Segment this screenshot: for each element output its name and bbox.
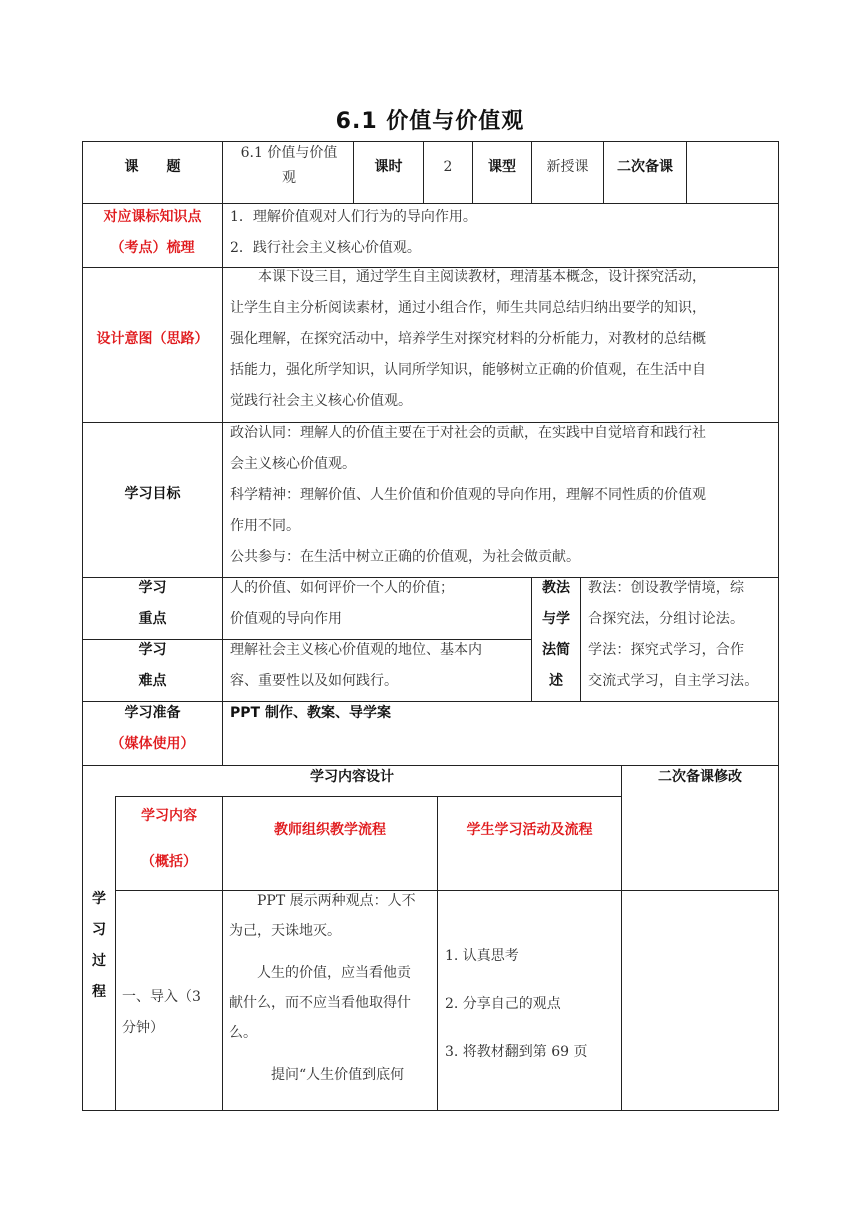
design-text xyxy=(230,262,776,417)
row1-teacher-line: 么。 xyxy=(229,1025,257,1041)
method-label-part: 教法 xyxy=(542,580,570,596)
col-student-header: 学生学习活动及流程 xyxy=(466,822,593,838)
row1-teacher-line: 为己，天诛地灭。 xyxy=(229,923,341,939)
method-label xyxy=(532,573,580,697)
design-label: 设计意图（思路） xyxy=(96,331,209,347)
standards-item: 1．理解价值观对人们行为的导向作用。 xyxy=(230,209,477,225)
prep-label-line1: 学习准备 xyxy=(124,705,181,721)
row1-teacher-line: 提问“人生价值到底何 xyxy=(271,1067,405,1083)
col-teacher-header: 教师组织教学流程 xyxy=(274,822,386,838)
row1-student-item: 1. 认真思考 xyxy=(445,948,519,964)
difficulty-label xyxy=(83,635,222,697)
standards-item: 2．践行社会主义核心价值观。 xyxy=(230,240,421,256)
page-title: 6.1 价值与价值观 xyxy=(335,109,525,134)
design-line: 强化理解，在探究活动中，培养学生对探究材料的分析能力，对教材的总结概 xyxy=(230,331,706,347)
revision-heading: 二次备课修改 xyxy=(658,769,742,785)
design-line: 本课下设三目，通过学生自主阅读教材，理清基本概念，设计探究活动， xyxy=(258,269,706,285)
row1-teacher-line: 献什么，而不应当看他取得什 xyxy=(229,995,411,1011)
focus-label xyxy=(83,573,222,635)
row1-student-item: 2. 分享自己的观点 xyxy=(445,996,561,1012)
difficulty-line: 容、重要性以及如何践行。 xyxy=(230,673,398,689)
row1-student-item: 3. 将教材翻到第 69 页 xyxy=(445,1044,588,1060)
method-line: 教法：创设教学情境，综 xyxy=(588,580,745,596)
goals-line: 作用不同。 xyxy=(230,518,300,534)
goals-label: 学习目标 xyxy=(124,486,181,502)
erci-label: 二次备课 xyxy=(617,159,673,175)
keti-value-line1: 6.1 价值与价值 xyxy=(240,145,338,161)
design-line: 括能力，强化所学知识，认同所学知识，能够树立正确的价值观，在生活中自 xyxy=(230,362,706,378)
design-line: 觉践行社会主义核心价值观。 xyxy=(230,393,412,409)
prep-value: PPT 制作、教案、导学案 xyxy=(230,705,391,721)
focus-line: 人的价值、如何评价一个人的价值； xyxy=(230,580,454,596)
focus-label-line2: 重点 xyxy=(138,611,167,627)
col-content-header xyxy=(116,793,222,885)
row1-teacher xyxy=(229,886,435,1090)
goals-line: 会主义核心价值观。 xyxy=(230,456,356,472)
process-char: 过 xyxy=(92,953,106,969)
focus-line: 价值观的导向作用 xyxy=(230,611,342,627)
row1-content-line1: 一、导入（3 xyxy=(122,989,201,1005)
method-line: 交流式学习，自主学习法。 xyxy=(588,673,759,689)
col-content-line2: （概括） xyxy=(141,854,197,870)
method-label-part: 与学 xyxy=(542,611,570,627)
design-line: 让学生自主分析阅读素材，通过小组合作，师生共同总结归纳出要学的知识， xyxy=(230,300,706,316)
goals-line: 公共参与：在生活中树立正确的价值观，为社会做贡献。 xyxy=(230,549,580,565)
focus-text xyxy=(230,573,530,635)
process-char: 程 xyxy=(92,984,106,1000)
goals-line: 政治认同：理解人的价值主要在于对社会的贡献，在实践中自觉培育和践行社 xyxy=(230,425,706,441)
goals-line: 科学精神：理解价值、人生价值和价值观的导向作用，理解不同性质的价值观 xyxy=(230,487,706,503)
prep-label xyxy=(83,698,222,760)
standards-list xyxy=(230,202,775,264)
difficulty-label-line1: 学习 xyxy=(138,642,167,658)
method-text xyxy=(588,573,776,697)
col-content-line1: 学习内容 xyxy=(141,808,197,824)
goals-text xyxy=(230,418,776,573)
method-line: 学法：探究式学习，合作 xyxy=(588,642,745,658)
kexing-label: 课型 xyxy=(488,159,516,175)
row1-teacher-line: 人生的价值，应当看他贡 xyxy=(257,965,411,981)
row1-content-line2: 分钟） xyxy=(122,1020,164,1036)
standards-label-line1: 对应课标知识点 xyxy=(103,209,202,225)
prep-label-line2: （媒体使用） xyxy=(110,736,195,752)
keti-value xyxy=(228,141,350,191)
row1-teacher-line: PPT 展示两种观点：人不 xyxy=(257,893,416,909)
process-label xyxy=(83,884,115,1008)
standards-label xyxy=(83,202,222,264)
keti-value-line2: 观 xyxy=(282,170,296,186)
content-design-heading: 学习内容设计 xyxy=(310,769,394,785)
difficulty-label-line2: 难点 xyxy=(138,673,167,689)
focus-label-line1: 学习 xyxy=(138,580,167,596)
keshi-value: 2 xyxy=(443,159,453,175)
method-line: 合探究法，分组讨论法。 xyxy=(588,611,745,627)
process-char: 学 xyxy=(92,891,106,907)
method-label-part: 法简 xyxy=(542,642,570,658)
standards-label-line2: （考点）梳理 xyxy=(110,240,195,256)
keti-label: 课 题 xyxy=(124,159,181,175)
difficulty-line: 理解社会主义核心价值观的地位、基本内 xyxy=(230,642,482,658)
row1-content xyxy=(122,982,220,1044)
row1-student xyxy=(445,932,619,1076)
method-label-part: 述 xyxy=(549,673,563,689)
keshi-label: 课时 xyxy=(374,159,403,175)
difficulty-text xyxy=(230,635,530,697)
process-char: 习 xyxy=(92,922,106,938)
kexing-value: 新授课 xyxy=(546,159,589,175)
